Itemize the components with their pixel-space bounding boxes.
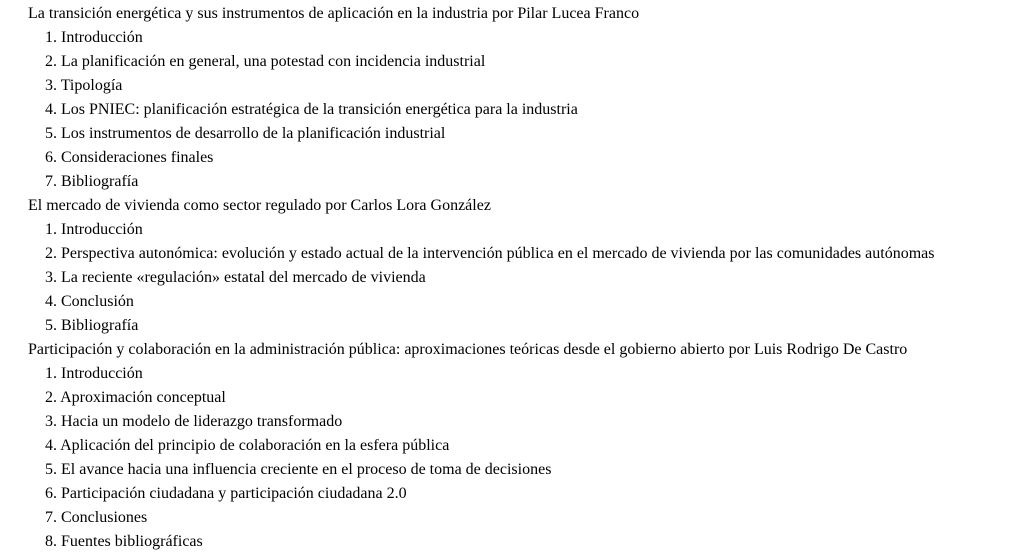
chapter-section-list	[28, 26, 1018, 194]
section-number: 1 .	[45, 29, 61, 46]
section-number: 2 .	[45, 389, 60, 406]
section-label: Conclusiones	[61, 509, 148, 526]
section-number: 5 .	[45, 317, 61, 334]
chapter-2	[28, 194, 1018, 338]
section-item[interactable]	[28, 26, 1018, 50]
section-number: 3 .	[45, 269, 61, 286]
section-item[interactable]	[28, 122, 1018, 146]
section-item[interactable]	[28, 74, 1018, 98]
section-label: Aproximación conceptual	[60, 389, 226, 406]
section-label: El avance hacia una influencia creciente en el proceso de toma de decisiones	[61, 461, 552, 478]
section-label: La planificación en general, una potestad con incidencia industrial	[61, 53, 486, 70]
section-number: 2 .	[45, 53, 61, 70]
section-item[interactable]	[28, 434, 1018, 458]
section-label: Introducción	[61, 365, 143, 382]
section-label: Bibliografía	[61, 317, 139, 334]
section-number: 2 .	[45, 245, 61, 262]
section-number: 6 .	[45, 149, 61, 166]
section-item[interactable]	[28, 98, 1018, 122]
section-item[interactable]	[28, 146, 1018, 170]
section-item[interactable]	[28, 362, 1018, 386]
section-item[interactable]	[28, 458, 1018, 482]
section-number: 3 .	[45, 77, 61, 94]
section-number: 4 .	[45, 101, 61, 118]
section-item[interactable]	[28, 506, 1018, 530]
section-item[interactable]	[28, 170, 1018, 194]
section-number: 6 .	[45, 485, 61, 502]
chapter-3	[28, 338, 1018, 554]
section-number: 1 .	[45, 221, 61, 238]
section-item[interactable]	[28, 218, 1018, 242]
section-label: Introducción	[61, 221, 143, 238]
section-label: Perspectiva autonómica: evolución y estado actual de la intervención pública en el mercado de vivienda por las comunidades autónomas	[61, 245, 935, 262]
section-item[interactable]	[28, 314, 1018, 338]
section-label: Bibliografía	[61, 173, 139, 190]
section-number: 3 .	[45, 413, 61, 430]
section-number: 4 .	[45, 437, 60, 454]
section-label: Hacia un modelo de liderazgo transformado	[61, 413, 343, 430]
section-label: Tipología	[60, 77, 123, 94]
section-number: 5 .	[45, 125, 61, 142]
section-label: Aplicación del principio de colaboración en la esfera pública	[60, 437, 450, 454]
chapter-section-list	[28, 218, 1018, 338]
section-label: Introducción	[61, 29, 143, 46]
section-label: Fuentes bibliográficas	[61, 533, 203, 550]
chapter-title-link[interactable]: El mercado de vivienda como sector regulado por Carlos Lora González	[28, 197, 491, 214]
section-item[interactable]	[28, 242, 1018, 266]
section-item[interactable]	[28, 290, 1018, 314]
section-number: 5 .	[45, 461, 61, 478]
section-label: Los instrumentos de desarrollo de la planificación industrial	[61, 125, 446, 142]
section-label: La reciente «regulación» estatal del mercado de vivienda	[61, 269, 426, 286]
chapter-section-list	[28, 362, 1018, 554]
section-item[interactable]	[28, 530, 1018, 554]
section-item[interactable]	[28, 386, 1018, 410]
section-number: 7 .	[45, 173, 61, 190]
section-item[interactable]	[28, 266, 1018, 290]
section-number: 8 .	[45, 533, 61, 550]
section-number: 1 .	[45, 365, 61, 382]
chapter-1	[28, 2, 1018, 194]
section-label: Consideraciones finales	[61, 149, 214, 166]
section-item[interactable]	[28, 50, 1018, 74]
chapter-title-link[interactable]: Participación y colaboración en la administración pública: aproximaciones teóricas desde el gobierno abierto por Luis Rodrigo De Castro	[28, 341, 908, 358]
section-number: 4 .	[45, 293, 61, 310]
section-number: 7 .	[45, 509, 61, 526]
section-item[interactable]	[28, 482, 1018, 506]
section-label: Los PNIEC: planificación estratégica de la transición energética para la industria	[61, 101, 578, 118]
section-label: Conclusión	[61, 293, 134, 310]
chapter-title-link[interactable]: La transición energética y sus instrumentos de aplicación en la industria por Pilar Lucea Franco	[28, 5, 640, 22]
section-label: Participación ciudadana y participación ciudadana 2.0	[61, 485, 407, 502]
section-item[interactable]	[28, 410, 1018, 434]
